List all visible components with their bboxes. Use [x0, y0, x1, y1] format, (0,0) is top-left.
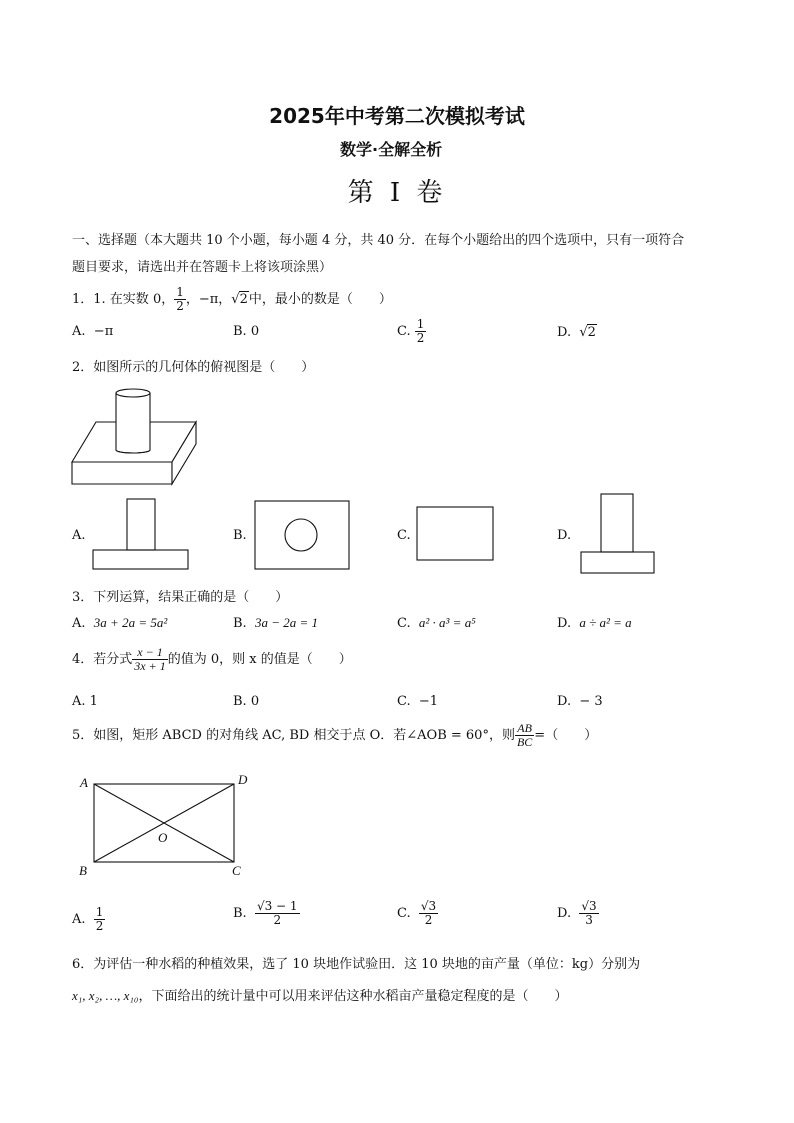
vertex-label-a: A	[80, 775, 88, 790]
q1-option-b: B. 0	[233, 324, 260, 339]
q1-suffix: 中，最小的数是（ ）	[248, 292, 392, 307]
q4-option-a: A. 1	[72, 694, 98, 709]
question-4: 4．若分式 $\frac{x - 1}{3x + 1}$ 的值为 0，则 x 的值是（ ）	[72, 645, 352, 673]
q4-fraction: $\frac{x - 1}{3x + 1}$	[134, 645, 166, 673]
solid-figure	[70, 382, 200, 492]
q2-option-a-label: A.	[72, 528, 86, 543]
q1-option-a: A. −π	[72, 324, 114, 339]
q1-frac-den: 2	[176, 299, 184, 313]
q1-fraction	[174, 286, 186, 313]
question-5: 5．如图，矩形 ABCD 的对角线 AC, BD 相交于点 O．若∠AOB = 60°，则 $\frac{AB}{BC}$ =（ ）	[72, 721, 598, 749]
exam-subtitle: 数学·全解全析	[340, 140, 443, 159]
q2-option-b-figure	[254, 500, 352, 570]
q3-option-c: C. a² · a³ = a⁵	[397, 615, 476, 631]
q1-frac-num: 1	[176, 285, 184, 299]
vertex-label-c: C	[232, 863, 241, 878]
q1-prefix: 1．1. 在实数 0，	[72, 292, 175, 307]
q2-option-b-label: B.	[233, 528, 247, 543]
center-label-o: O	[158, 830, 168, 845]
q4-option-c: C. −1	[397, 694, 439, 709]
volume-title: 第 I 卷	[347, 178, 447, 208]
q2-option-a-figure	[92, 498, 190, 572]
q2-option-d-label: D.	[557, 528, 572, 543]
q2-option-c-figure	[416, 506, 496, 562]
q5-option-b: B. $\frac{√3 - 1}{2}$	[233, 899, 298, 927]
q1-middle: ，−π，	[185, 292, 232, 307]
q3-option-a: A. 3a + 2a = 5a²	[72, 615, 168, 631]
question-3: 3．下列运算，结果正确的是（ ）	[72, 590, 289, 605]
q5-option-c: C. $\frac{√3}{2}$	[397, 899, 437, 927]
q4-option-b: B. 0	[233, 694, 260, 709]
rectangle-figure	[74, 770, 254, 882]
q3-option-d: D. a ÷ a² = a	[557, 615, 632, 631]
question-2: 2．如图所示的几何体的俯视图是（ ）	[72, 360, 315, 375]
exam-title: 2025年中考第二次模拟考试	[269, 104, 525, 128]
q1-option-c: C. $\frac{1}{2}$	[397, 317, 425, 345]
question-1	[72, 286, 392, 313]
q5-fraction: $\frac{AB}{BC}$	[516, 721, 533, 749]
q1-option-d: D. √2	[557, 325, 596, 340]
q4-option-d: D. − 3	[557, 694, 603, 709]
vertex-label-d: D	[238, 772, 248, 787]
question-6-line1: 6．为评估一种水稻的种植效果，选了 10 块地作试验田．这 10 块地的亩产量（单位：kg）分别为	[72, 957, 641, 972]
section-instructions-line2: 题目要求，请选出并在答题卡上将该项涂黑）	[72, 260, 333, 275]
section-instructions-line1: 一、选择题（本大题共 10 个小题，每小题 4 分，共 40 分．在每个小题给出的四个选项中，只有一项符合	[72, 233, 685, 248]
q3-option-b: B. 3a − 2a = 1	[233, 615, 318, 631]
question-6-line2: x₁, x₂, …, x₁₀，下面给出的统计量中可以用来评估这种水稻亩产量稳定程度的是（ ）	[72, 988, 568, 1004]
q1-sqrt: √2	[231, 292, 248, 307]
q2-option-c-label: C.	[397, 528, 411, 543]
q5-option-d: D. $\frac{√3}{3}$	[557, 899, 597, 927]
q5-option-a: A. $\frac{1}{2}$	[72, 905, 104, 933]
q2-option-d-figure	[580, 493, 656, 575]
vertex-label-b: B	[79, 863, 87, 878]
